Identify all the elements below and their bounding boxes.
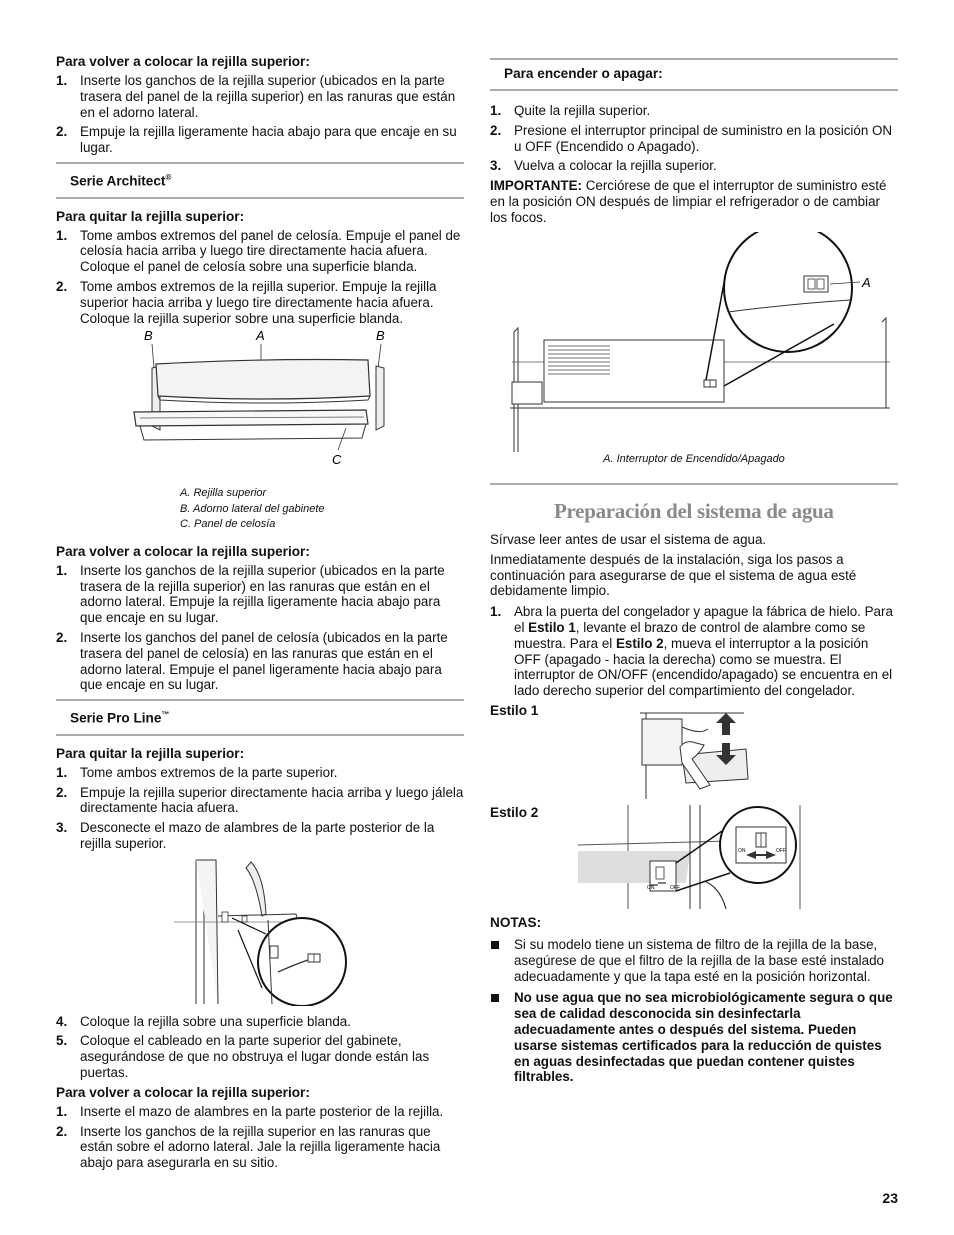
notes-list	[490, 937, 898, 1085]
list-item: 1. Inserte el mazo de alambres en la parte posterior de la rejilla.	[56, 1103, 444, 1119]
switch-on-label: ON	[738, 848, 746, 855]
list-item: 2. Empuje la rejilla ligeramente hacia abajo para que encaje en su lugar.	[56, 124, 457, 156]
water-intro-1: Sírvase leer antes de usar el sistema de agua.	[490, 532, 767, 548]
switch-off-label-small: OFF	[670, 885, 680, 892]
water-section	[490, 483, 898, 524]
power-figure-caption: A. Interruptor de Encendido/Apagado	[603, 452, 785, 465]
list-item: No use agua que no sea microbiológicamente segura o que sea de calidad desconocida sin desinfectarla adecuadamente antes o después del sistema. Pueden usarse sistemas certificados para la reducción de quistes en aguas desinfectadas que puedan contener quistes filtrables.	[490, 990, 898, 1085]
architect-remove-steps	[56, 228, 464, 327]
proline-after-steps	[56, 1014, 464, 1081]
list-item: 5. Coloque el cableado en la parte superior del gabinete, asegurándose de que no obstruya el lugar donde están las puertas.	[56, 1033, 430, 1081]
list-item: 1. Abra la puerta del congelador y apague la fábrica de hielo. Para el Estilo 1, levante el brazo de control de alambre como se muestra. Para el Estilo 2, mueva el interruptor a la posición OFF (apagado - hacia la derecha) como se muestra. El interruptor de ON/OFF (encendido/apagado) se encuentra en el lado derecho superior del compartimiento del congelador.	[490, 604, 893, 699]
list-item: 2. Presione el interruptor principal de suministro en la posición ON u OFF (Encendido o Apagado).	[490, 122, 893, 154]
architect-figure-captions: A. Rejilla superior B. Adorno lateral del gabinete C. Panel de celosía	[180, 487, 325, 531]
architect-reinstall-steps	[56, 563, 464, 693]
list-item: Si su modelo tiene un sistema de filtro de la rejilla de la base, asegúrese de que el filtro de la rejilla de la base esté instalado adecuadamente y que la tapa esté en la posición horizontal.	[490, 937, 898, 984]
proline-reinstall-heading: Para volver a colocar la rejilla superior:	[56, 1084, 310, 1100]
list-item: 2. Tome ambos extremos de la rejilla superior. Empuje la rejilla superior hacia arriba y luego tire directamente hacia afuera. Coloque la rejilla superior sobre una superficie blanda.	[56, 278, 437, 326]
list-item: 1. Tome ambos extremos de la parte superior.	[56, 764, 338, 780]
proline-wire-harness-illustration	[56, 856, 464, 1006]
water-steps	[490, 604, 898, 699]
list-item: 1. Inserte los ganchos de la rejilla superior (ubicados en la parte trasera de la rejilla superior) en las ranuras que están en el adorno lateral. Empuje la rejilla ligeramente hacia abajo para que encaje en su lugar.	[56, 562, 445, 626]
bullet-square-icon	[491, 941, 499, 949]
proline-section-bar: Serie Pro Line™	[56, 699, 464, 736]
notes-label: NOTAS:	[490, 915, 542, 931]
power-section-bar: Para encender o apagar:	[490, 58, 898, 91]
switch-on-label-small: ON	[647, 885, 655, 892]
list-item: 2. Inserte los ganchos de la rejilla superior en las ranuras que están sobre el adorno lateral. Jale la rejilla ligeramente hacia abajo para asegurarla en su sitio.	[56, 1123, 441, 1171]
list-item: 1. Tome ambos extremos del panel de celosía. Empuje el panel de celosía hacia arriba y luego tire directamente hacia afuera. Coloque el panel de celosía sobre una superficie blanda.	[56, 227, 461, 275]
list-item: 3. Desconecte el mazo de alambres de la parte posterior de la rejilla superior.	[56, 820, 435, 851]
switch-off-label: OFF	[776, 848, 786, 855]
label-a: A	[862, 274, 871, 290]
label-a: A	[256, 330, 265, 344]
right-column	[490, 58, 898, 1091]
architect-section-bar: Serie Architect®	[56, 162, 464, 199]
style1-wire-arm-illustration	[490, 709, 898, 799]
architect-remove-heading: Para quitar la rejilla superior:	[56, 208, 245, 224]
power-switch-illustration	[490, 232, 898, 452]
important-note: IMPORTANTE: Cerciórese de que el interruptor de suministro esté en la posición ON después de limpiar el refrigerador o de cambiar los focos.	[490, 178, 887, 225]
proline-remove-steps	[56, 765, 464, 852]
label-b-right: B	[376, 330, 385, 344]
page-number: 23	[882, 1190, 898, 1206]
label-b-left: B	[144, 330, 153, 344]
list-item: 2. Empuje la rejilla superior directamente hacia arriba y luego jálela directamente hacia afuera.	[56, 784, 464, 816]
left-column	[56, 54, 464, 1175]
architect-grille-illustration	[56, 330, 464, 480]
proline-remove-heading: Para quitar la rejilla superior:	[56, 745, 245, 761]
power-steps	[490, 103, 898, 174]
architect-reinstall-heading: Para volver a colocar la rejilla superior:	[56, 543, 310, 559]
style1-label: Estilo 1	[490, 703, 539, 719]
reinstall-steps-1	[56, 73, 464, 156]
water-intro-2: Inmediatamente después de la instalación, siga los pasos a continuación para asegurarse de que el sistema de agua esté debidamente limpio.	[490, 551, 857, 599]
style2-label: Estilo 2	[490, 805, 539, 821]
proline-reinstall-steps	[56, 1104, 464, 1171]
list-item: 1. Inserte los ganchos de la rejilla superior (ubicados en la parte trasera del panel de la rejilla superior) en las ranuras que están en el adorno lateral.	[56, 73, 456, 120]
label-c: C	[332, 452, 342, 468]
list-item: 1. Quite la rejilla superior.	[490, 103, 651, 118]
list-item: 3. Vuelva a colocar la rejilla superior.	[490, 158, 717, 174]
reinstall-heading-1: Para volver a colocar la rejilla superior:	[56, 54, 310, 69]
section-title: Preparación del sistema de agua	[554, 499, 834, 524]
style2-switch-illustration	[490, 801, 898, 909]
bullet-square-icon	[491, 994, 499, 1002]
list-item: 4. Coloque la rejilla sobre una superficie blanda.	[56, 1013, 351, 1029]
list-item: 2. Inserte los ganchos del panel de celosía (ubicados en la parte trasera del panel de celosía) en las ranuras que están en el adorno lateral. Empuje el panel ligeramente hacia abajo para que encaje en su lugar.	[56, 629, 448, 693]
